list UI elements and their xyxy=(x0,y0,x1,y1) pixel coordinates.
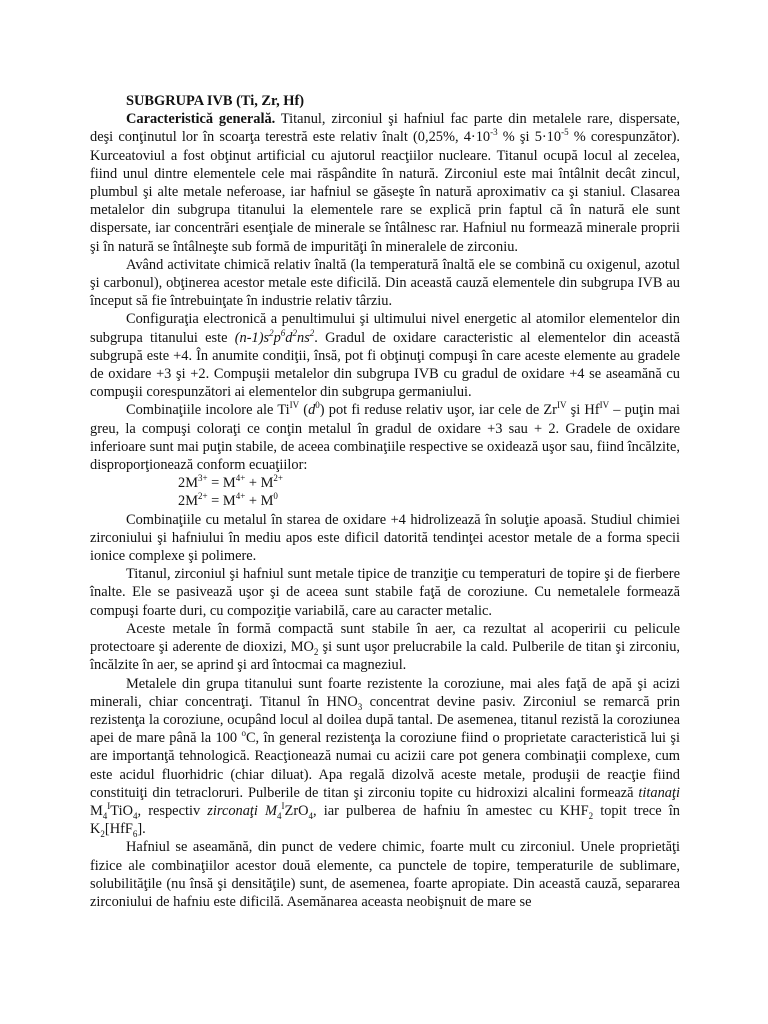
text-run: , iar pulberea de hafniu în amestec cu KHF xyxy=(313,802,589,819)
text-run: Metalele din grupa titanului sunt foarte rezistente la coroziune, mai ales faţă de apă şi acizi minerali, chiar concentraţi. Titanul în HNO xyxy=(90,675,680,710)
equation-part: = M xyxy=(207,475,236,492)
subscript: 4 xyxy=(102,810,108,821)
paragraph-transition-metals: Titanul, zirconiul şi hafniul sunt metale tipice de tranziţie cu temperaturi de topire şi de fierbere înalte. Ele se pasivează uşor şi de aceea sunt stabile faţă de coroziune. Cu nemetalele formează compuşi foarte duri, cu compoziţie variabilă, care au caracter metalic. xyxy=(90,566,680,619)
subscript: 4 xyxy=(132,810,138,821)
text-run: ) pot fi reduse relativ uşor, iar cele de Zr xyxy=(319,402,557,419)
equation-1 xyxy=(178,474,680,492)
equation-part: 2M xyxy=(178,493,198,510)
subscript: 2 xyxy=(313,646,319,657)
paragraph-activity: Având activitate chimică relativ înaltă (la temperatură înaltă ele se combină cu oxigenul, azotul şi carbonul), obţinerea acestor metale este dificilă. Din această cauză elementele din subgrupa IVB au început să fie întrebuinţate în industrie relativ târziu. xyxy=(90,256,680,310)
subscript: 2 xyxy=(100,829,105,839)
text-run: Aceste metale în formă compactă sunt stabile în aer, ca rezultat al acoperirii cu pelicule protectoare şi aderente de dioxizi, MO xyxy=(90,620,680,656)
paragraph-electron-configuration xyxy=(90,310,680,401)
superscript: -5 xyxy=(561,127,569,138)
superscript: 2+ xyxy=(273,473,283,484)
superscript: IV xyxy=(556,400,567,411)
subscript: 3 xyxy=(357,701,363,712)
paragraph-hydrolysis: Combinaţiile cu metalul în starea de oxidare +4 hidrolizează în soluţie apoasă. Studiul chimiei zirconiului şi hafniului în mediu apos este dificil datorită tendinţei acestor metale de a forma specii ionice complexe şi polimere. xyxy=(90,511,680,565)
text-run: ( xyxy=(299,402,309,419)
text-run: topit trece în K xyxy=(90,802,680,838)
text-run: TiO xyxy=(110,802,133,819)
superscript: 2 xyxy=(269,327,274,338)
text-run: ]. xyxy=(137,821,146,838)
superscript: I xyxy=(281,801,285,812)
paragraph-air-stability xyxy=(90,620,680,675)
superscript: 4+ xyxy=(235,491,246,502)
superscript: 6 xyxy=(280,327,286,338)
subscript: 4 xyxy=(308,810,314,821)
equation-part: + M xyxy=(245,475,274,492)
superscript: 3+ xyxy=(198,473,208,484)
italic-term: zirconaţi M xyxy=(207,802,278,819)
text-run: % şi 5·10 xyxy=(497,129,562,146)
subscript: 2 xyxy=(588,810,594,821)
equation-2 xyxy=(178,492,680,510)
superscript: 2 xyxy=(292,327,297,338)
text-run: şi sunt uşor prelucrabile la cald. Pulberile de titan şi zirconiu, încălzite în aer, se aprind şi ard întocmai ca magneziul. xyxy=(90,639,680,674)
section-title: SUBGRUPA IVB (Ti, Zr, Hf) xyxy=(126,93,305,109)
text-run: – puţin mai greu, la compuşi coloraţi ce conţin metalul în gradul de oxidare +3 sau + 2. Gradele de oxidare inferioare sunt mai puţin stabile, de aceea combinaţiile respective se oxidează uşor sau, fiind încălzite, disproporţionează conform ecuaţiilor: xyxy=(90,402,680,474)
text-run: ZrO xyxy=(284,802,309,819)
text-run: [HfF xyxy=(104,821,133,838)
formula-part: (n-1)s xyxy=(234,329,270,346)
superscript: 2 xyxy=(309,327,315,338)
subscript: 6 xyxy=(132,829,138,839)
text-run: , respectiv xyxy=(137,802,208,819)
text-run: M xyxy=(90,802,103,819)
paragraph-corrosion xyxy=(90,675,680,839)
superscript: o xyxy=(241,728,246,739)
text-run: Combinaţiile incolore ale Ti xyxy=(126,402,290,419)
text-run: % corespunzător). Kurceatoviul a fost obţinut artificial cu ajutorul reacţiilor nucleare. Titanul ocupă locul al zecelea, fiind unul dintre elementele cele mai răspândite în natură. Zirconiul este mai întâlnit decât zincul, plumbul şi alte metale neferoase, iar hafniul se găseşte în natură aproximativ ca şi staniul. Clasarea metalelor din subgrupa titanului la elementele rare se explică prin faptul că în natură ele sunt dispersate, iar concentrări esenţiale de minerale se întâlnesc rar. Hafniul nu formează minerale proprii şi în natură se întâlneşte sub formă de impurităţi în mineralele de zirconiu. xyxy=(90,129,680,255)
paragraph-lead: Caracteristică generală. xyxy=(126,111,276,128)
italic-symbol: d xyxy=(308,402,316,419)
text-run: C, în general rezistenţa la coroziune fiind o proprietate caracteristică lui şi are importanţă tehnologică. Reacţionează numai cu acizii care pot genera combinaţii complexe, cum este acidul fluorhidric (chiar diluat). Apa regală dizolvă aceste metale, produşii de reacţie fiind constituiţi din tetracloruri. Pulberile de titan şi zirconiu topite cu hidroxizi alcalini formează xyxy=(90,730,680,801)
equation-part: + M xyxy=(245,493,274,510)
formula-part: ns xyxy=(297,329,310,346)
formula-part: d xyxy=(285,329,293,346)
formula-part: p xyxy=(273,329,281,346)
text-run: concentrat devine pasiv. Zirconiul se remarcă prin rezistenţa la coroziune, ocupând locul al doilea după tantal. De asemenea, titanul rezistă la coroziunea apei de mare până la 100 xyxy=(90,693,680,747)
superscript: 4+ xyxy=(235,473,246,484)
equation-part: 2M xyxy=(178,475,198,492)
superscript: 0 xyxy=(273,491,278,502)
text-run: . Gradul de oxidare caracteristic al elementelor din această subgrupă este +4. În anumite condiţii, însă, pot fi obţinuţi compuşi în care aceste elemente au gradele de oxidare +3 şi +2. Compuşii metalelor din subgrupa IVB cu gradul de oxidare +4 se aseamănă cu compuşii corespunzători ai elementelor din subgrupa germaniului. xyxy=(90,329,680,401)
text-run: şi Hf xyxy=(566,402,600,419)
text-run: Titanul, zirconiul şi hafniul fac parte din metalele rare, dispersate, deşi conţinutul lor în scoarţa terestră este relativ înalt (0,25%, 4·10 xyxy=(90,111,680,146)
paragraph-colorless-combinations xyxy=(90,401,680,474)
superscript: 0 xyxy=(315,400,320,411)
text-run: Configuraţia electronică a penultimului şi ultimului nivel energetic al atomilor elementelor din subgrupa titanului este xyxy=(90,311,680,346)
electron-formula xyxy=(234,327,315,346)
paragraph-general-characteristics xyxy=(90,110,680,256)
superscript: I xyxy=(107,801,111,812)
equation-part: = M xyxy=(207,493,236,510)
subscript: 4 xyxy=(277,810,282,821)
superscript: IV xyxy=(289,400,300,411)
document-body xyxy=(90,92,680,911)
superscript: IV xyxy=(599,400,610,411)
paragraph-hafnium-zirconium: Hafniul se aseamănă, din punct de vedere chimic, foarte mult cu zirconiul. Unele proprietăţi fizice ale combinaţiilor acestor două elemente, ca punctele de topire, temperaturile de sublimare, solubilităţile (nu însă şi densităţile) sunt, de asemenea, foarte apropiate. Din această cauză, separarea zirconiului de hafniu este dificilă. Asemănarea aceasta neobişnuit de mare se xyxy=(90,839,680,910)
superscript: -3 xyxy=(490,127,498,138)
italic-term: titanaţi xyxy=(638,784,680,801)
superscript: 2+ xyxy=(198,491,208,502)
